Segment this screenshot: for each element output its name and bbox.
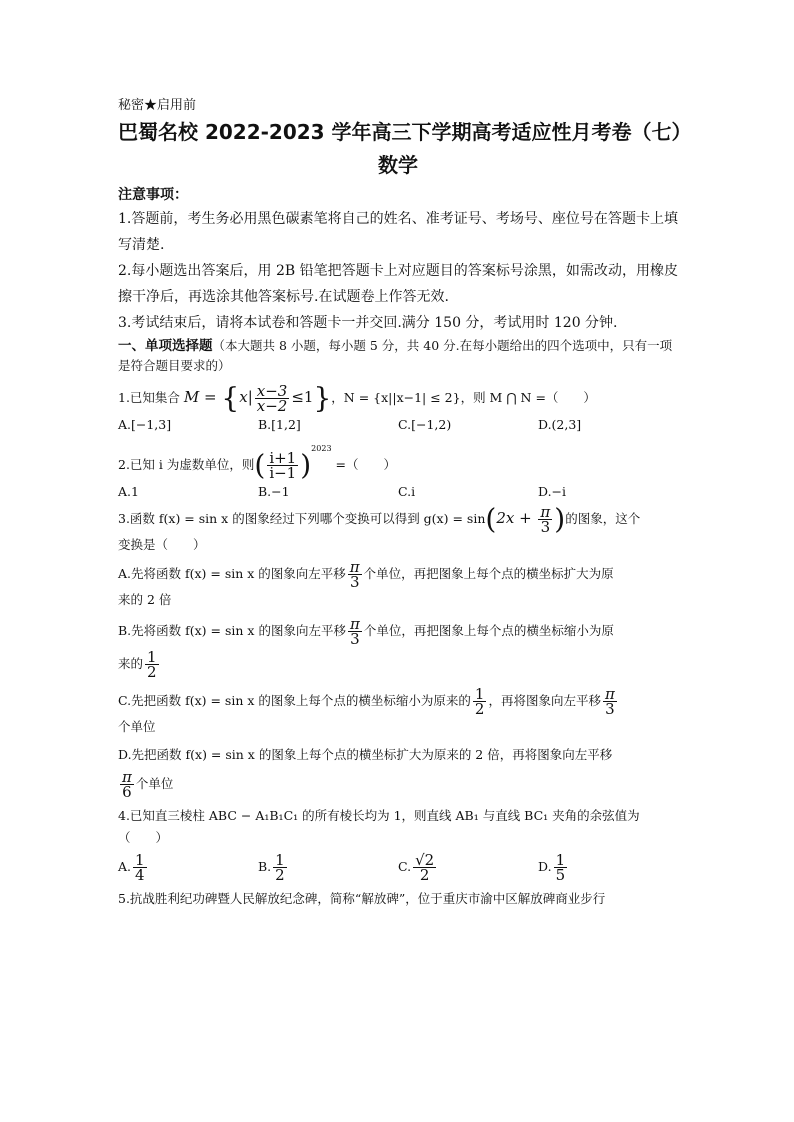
fraction-numerator: π [540, 503, 551, 521]
fraction [267, 451, 298, 480]
fraction-denominator: 4 [135, 866, 145, 884]
fraction [133, 853, 147, 882]
option-text: 个单位，再把图象上每个点的横坐标缩小为原 [363, 623, 614, 638]
option-label: B. [258, 859, 272, 874]
options-row [118, 853, 678, 882]
exam-title: 巴蜀名校 2022-2023 学年高三下学期高考适应性月考卷（七） [118, 120, 692, 144]
question-4: 4.已知直三棱柱 ABC − A₁B₁C₁ 的所有棱长均为 1，则直线 AB₁ 与直线 BC₁ 夹角的余弦值为 [118, 808, 640, 823]
option-b [258, 853, 398, 882]
note-item: 3.考试结束后，请将本试卷和答题卡一并交回.满分 150 分，考试用时 120 分钟. [118, 315, 618, 331]
option-text: ，再将图象向左平移 [488, 693, 601, 708]
fraction [145, 650, 159, 679]
option-d: D.(2,3] [538, 417, 582, 432]
fraction-numerator: 1 [555, 851, 566, 869]
question-text: =（ ） [335, 457, 396, 472]
fraction-denominator: 2 [275, 866, 285, 884]
option-text: 来的 2 倍 [118, 592, 172, 607]
fraction [538, 505, 552, 534]
question-text: 3.函数 f(x) = sin x 的图象经过下列哪个变换可以得到 g(x) = sin [118, 511, 486, 526]
brace-right: } [313, 381, 332, 415]
fraction [273, 853, 287, 882]
brace-left: { [221, 381, 240, 415]
question-3 [118, 502, 678, 536]
fraction [348, 560, 362, 589]
math-expression: M = [183, 388, 222, 406]
question-text: ，N = {x||x−1| ≤ 2}，则 M ⋂ N =（ ） [331, 390, 596, 405]
question-text: 变换是（ ） [118, 537, 206, 552]
option-text [118, 650, 678, 679]
question-text: 1.已知集合 [118, 390, 180, 405]
fraction-numerator: x−3 [256, 382, 288, 400]
fraction-denominator: 6 [122, 783, 132, 801]
math-expression: ≤1 [291, 388, 314, 406]
fraction-numerator: 1 [135, 851, 145, 869]
confidential-mark: 秘密★启用前 [118, 98, 197, 113]
fraction-numerator: 1 [275, 851, 285, 869]
option-c [398, 853, 538, 882]
option-text: B.先将函数 f(x) = sin x 的图象向左平移 [118, 623, 346, 638]
subject-title: 数学 [378, 153, 418, 177]
note-item: 1.答题前，考生务必用黑色碳素笔将自己的姓名、准考证号、考场号、座位号在答题卡上填写清楚. [118, 211, 678, 253]
fraction-denominator: 3 [540, 518, 551, 536]
option-d [118, 744, 678, 766]
paren-right: ) [300, 448, 312, 482]
option-b: B.−1 [258, 484, 290, 499]
fraction [473, 687, 487, 716]
section-heading [118, 336, 678, 376]
option-b [118, 617, 678, 646]
fraction-denominator: 3 [349, 573, 360, 591]
option-text: C.先把函数 f(x) = sin x 的图象上每个点的横坐标缩小为原来的 [118, 693, 471, 708]
option-a: A.[−1,3] [118, 417, 172, 432]
question-5: 5.抗战胜利纪功碑暨人民解放纪念碑，简称“解放碑”，位于重庆市渝中区解放碑商业步行 [118, 891, 606, 906]
fraction [603, 687, 617, 716]
fraction-numerator: i+1 [269, 449, 297, 467]
fraction [554, 853, 568, 882]
option-a [118, 853, 258, 882]
option-label: C. [398, 859, 412, 874]
fraction-denominator: 3 [605, 700, 615, 718]
section-title: 一、单项选择题 [118, 338, 213, 354]
exponent: 2023 [311, 444, 332, 453]
question-text: 2.已知 i 为虚数单位，则 [118, 457, 255, 472]
math-expression: x [239, 388, 248, 406]
fraction-numerator: π [122, 768, 132, 786]
question-text: 的图象，这个 [565, 511, 641, 526]
option-text: 来的 [118, 656, 144, 671]
fraction [120, 770, 134, 799]
option-a: A.1 [118, 484, 139, 499]
fraction-denominator: i−1 [269, 464, 297, 482]
option-text [118, 770, 678, 799]
option-text: A.先将函数 f(x) = sin x 的图象向左平移 [118, 566, 346, 581]
note-item: 2.每小题选出答案后，用 2B 铅笔把答题卡上对应题目的答案标号涂黑，如需改动，用橡皮擦干净后，再选涂其他答案标号.在试题卷上作答无效. [118, 263, 678, 305]
fraction-numerator: π [349, 558, 360, 576]
option-text: 个单位，再把图象上每个点的横坐标扩大为原 [363, 566, 614, 581]
fraction [348, 617, 362, 646]
paren-left: ( [485, 502, 497, 536]
option-c [118, 687, 678, 716]
fraction-numerator: π [604, 685, 615, 703]
options-row [118, 417, 678, 432]
exam-page [118, 94, 692, 910]
option-text: 个单位 [118, 719, 156, 734]
fraction-numerator: 1 [474, 685, 485, 703]
option-d: D.−i [538, 484, 567, 499]
fraction-numerator: √2 [415, 851, 435, 869]
options-row [118, 484, 678, 499]
question-2 [118, 438, 678, 480]
question-1 [118, 381, 678, 415]
paren-right: ) [554, 502, 566, 536]
fraction-denominator: x−2 [256, 397, 288, 415]
option-c: C.i [398, 484, 416, 499]
fraction-numerator: π [349, 615, 360, 633]
option-c: C.[−1,2) [398, 417, 452, 432]
fraction-denominator: 5 [555, 866, 566, 884]
math-expression: 2x + [496, 509, 537, 527]
option-a [118, 560, 678, 589]
section-description: （本大题共 8 小题，每小题 5 分，共 40 分.在每小题给出的四个选项中，只有一项是符合题目要求的） [118, 338, 673, 373]
answer-blank: （ ） [118, 830, 169, 845]
option-label: A. [118, 859, 132, 874]
option-text: 个单位 [135, 776, 174, 791]
fraction-denominator: 3 [350, 630, 360, 648]
fraction-denominator: 2 [419, 866, 430, 884]
option-d [538, 853, 678, 882]
option-label: D. [538, 859, 552, 874]
math-bar: | [247, 388, 253, 406]
fraction [413, 853, 436, 882]
option-b: B.[1,2] [258, 417, 301, 432]
notes-heading: 注意事项： [118, 187, 188, 203]
fraction [255, 384, 290, 413]
paren-left: ( [254, 448, 266, 482]
fraction-numerator: 1 [147, 648, 157, 666]
fraction-denominator: 2 [147, 663, 157, 681]
option-text: D.先把函数 f(x) = sin x 的图象上每个点的横坐标扩大为原来的 2 倍，再将图象向左平移 [118, 747, 613, 762]
fraction-denominator: 2 [474, 700, 485, 718]
